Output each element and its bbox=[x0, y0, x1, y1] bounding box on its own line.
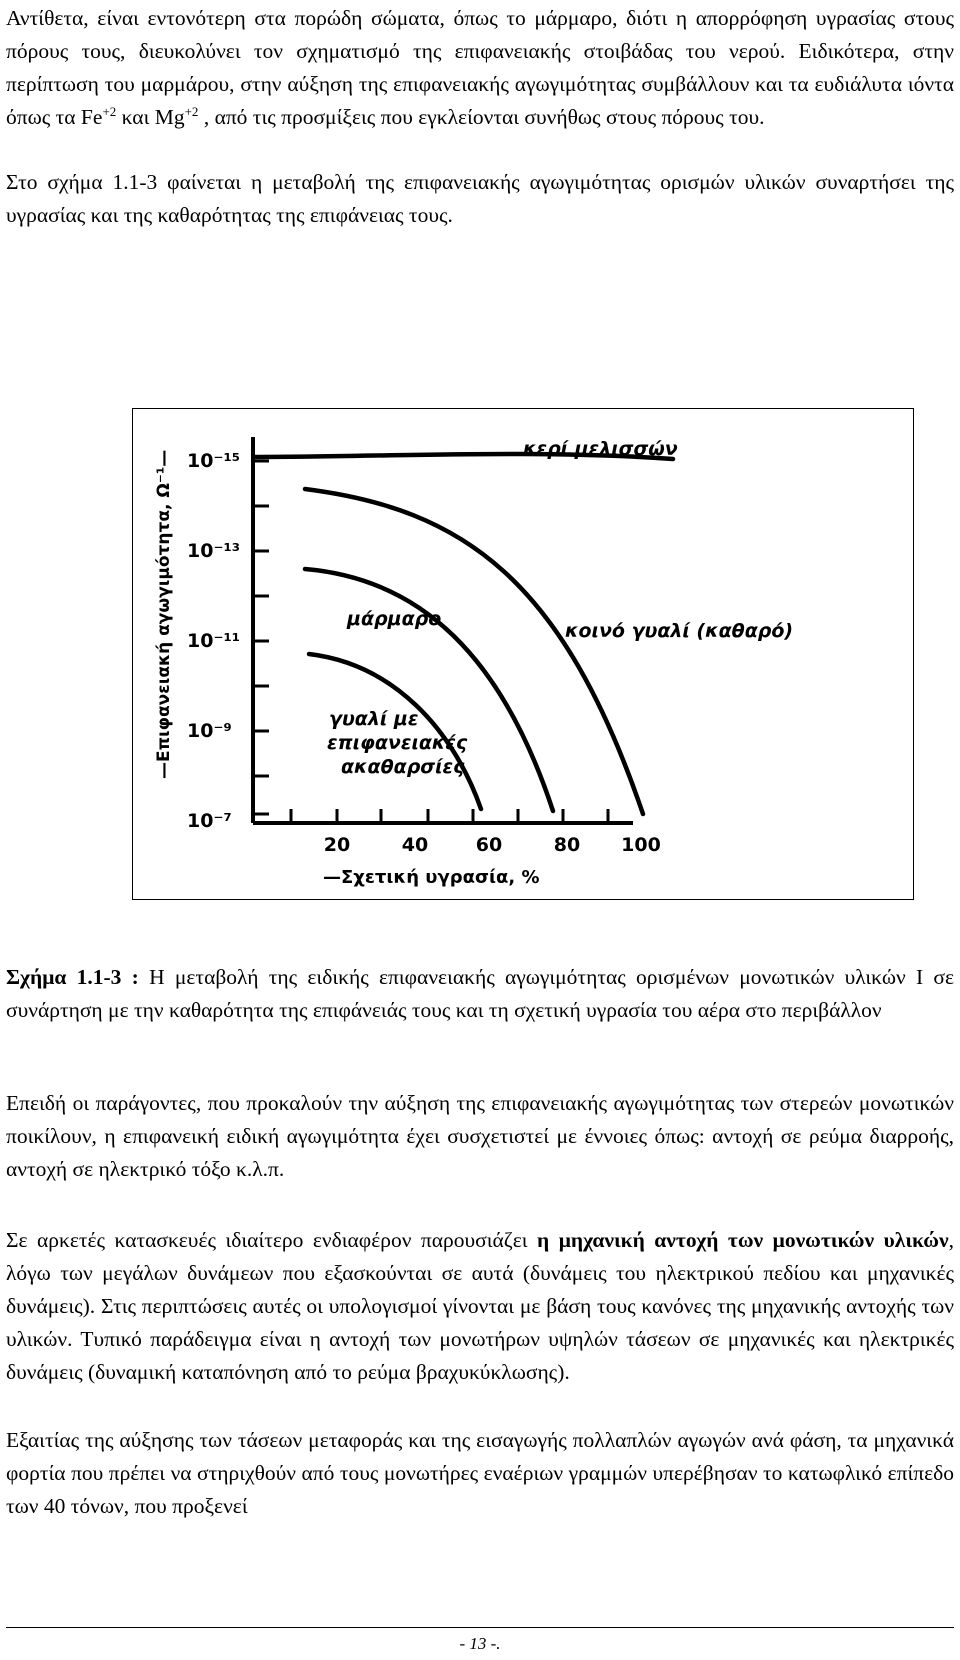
paragraph-text: , λόγω των μεγάλων δυνάμεων που εξασκούνται σε αυτά (δυνάμεις του ηλεκτρικού πεδίου και μηχανικές δυνάμεις). Στις περιπτώσεις αυτές οι υπολογισμοί γίνονται με βάση τους κανόνες της μηχανικής αντοχής των υλικών. Τυπικό παράδειγμα είναι η αντοχή των μονωτήρων υψηλών τάσεων σε μηχανικές και ηλεκτρικές δυνάμεις (δυναμική καταπόνηση από το ρεύμα βραχυκύκλωσης). bbox=[6, 1228, 954, 1384]
footer-rule bbox=[6, 1627, 954, 1628]
caption-label: Σχήμα 1.1-3 : bbox=[6, 965, 139, 989]
superscript: +2 bbox=[184, 103, 199, 119]
page-number: - 13 -. bbox=[459, 1634, 501, 1653]
x-tick-label: 20 bbox=[323, 834, 351, 856]
series-label-clean-glass: κοινό γυαλί (καθαρό) bbox=[565, 620, 794, 642]
series-labels bbox=[327, 438, 793, 778]
y-tick-label: 10⁻¹¹ bbox=[187, 630, 241, 652]
paragraph-mechanical-strength bbox=[6, 1224, 954, 1389]
y-axis-label: —Επιφανειακή αγωγιμότητα, Ω⁻¹— bbox=[154, 449, 174, 779]
x-ticks bbox=[291, 809, 608, 823]
x-axis-label: —Σχετική υγρασία, % bbox=[323, 867, 540, 888]
chart-svg bbox=[133, 409, 913, 899]
y-tick-label: 10⁻¹⁵ bbox=[187, 450, 241, 472]
paragraph-humidity-marble bbox=[6, 2, 954, 134]
paragraph-text: και Mg bbox=[116, 105, 185, 129]
x-tick-label: 60 bbox=[475, 834, 503, 856]
series-label-dirty-glass-2: επιφανειακές bbox=[327, 732, 468, 754]
y-ticks bbox=[253, 461, 269, 814]
figure-caption bbox=[6, 961, 954, 1027]
bold-emphasis: η μηχανική αντοχή των μονωτικών υλικών bbox=[537, 1228, 949, 1252]
series-label-marble: μάρμαρο bbox=[347, 608, 442, 630]
caption-text: Η μεταβολή της ειδικής επιφανειακής αγωγιμότητας ορισμένων μονωτικών υλικών Ι σε συνάρτηση με την καθαρότητα της επιφάνειάς τους και τη σχετική υγρασία του αέρα στο περιβάλλον bbox=[6, 965, 954, 1022]
paragraph-surface-conductivity: Επειδή οι παράγοντες, που προκαλούν την αύξηση της επιφανειακής αγωγιμότητας των στερεών μονωτικών ποικίλουν, η επιφανεική ειδική αγωγιμότητα έχει συσχετιστεί με έννοιες όπως: αντοχή σε ρεύμα διαρροής, αντοχή σε ηλεκτρικό τόξο κ.λ.π. bbox=[6, 1091, 954, 1181]
series-label-wax: κερί μελισσών bbox=[523, 438, 678, 460]
y-tick-label: 10⁻⁹ bbox=[187, 720, 232, 742]
x-tick-label: 100 bbox=[621, 834, 661, 856]
x-tick-label: 80 bbox=[553, 834, 581, 856]
paragraph-transmission-loads: Εξαιτίας της αύξησης των τάσεων μεταφοράς και της εισαγωγής πολλαπλών αγωγών ανά φάση, τα μηχανικά φορτία που πρέπει να στηριχθούν από τους μονωτήρες εναέριων γραμμών υπερέβησαν το κατωφλικό επίπεδο των 40 τόνων, που προξενεί bbox=[6, 1428, 954, 1518]
series-label-dirty-glass-3: ακαθαρσίες bbox=[341, 756, 465, 778]
y-tick-label: 10⁻⁷ bbox=[187, 810, 232, 832]
paragraph-text: Σε αρκετές κατασκευές ιδιαίτερο ενδιαφέρον παρουσιάζει bbox=[6, 1228, 537, 1252]
paragraph-text: Αντίθετα, είναι εντονότερη στα πορώδη σώματα, όπως το μάρμαρο, διότι η απορρόφηση υγρασίας στους πόρους τους, διευκολύνει τον σχηματισμό της επιφανειακής στοιβάδας του νερού. Ειδικότερα, στην περίπτωση του μαρμάρου, στην αύξηση της επιφανειακής αγωγιμότητας συμβάλλουν και τα ευδιάλυτα ιόντα όπως τα Fe bbox=[6, 6, 954, 129]
y-tick-labels bbox=[187, 450, 240, 832]
paragraph-text: , από τις προσμίξεις που εγκλείονται συνήθως στους πόρους του. bbox=[198, 105, 765, 129]
superscript: +2 bbox=[102, 103, 117, 119]
x-tick-label: 40 bbox=[401, 834, 429, 856]
series-label-dirty-glass-1: γυαλί με bbox=[329, 708, 419, 730]
paragraph-figure-intro: Στο σχήμα 1.1-3 φαίνεται η μεταβολή της επιφανειακής αγωγιμότητας ορισμών υλικών συναρτήσει της υγρασίας και της καθαρότητας της επιφάνειας τους. bbox=[6, 170, 954, 227]
y-tick-label: 10⁻¹³ bbox=[187, 540, 241, 562]
x-tick-labels bbox=[324, 834, 661, 856]
figure-conductivity-chart bbox=[132, 408, 914, 900]
